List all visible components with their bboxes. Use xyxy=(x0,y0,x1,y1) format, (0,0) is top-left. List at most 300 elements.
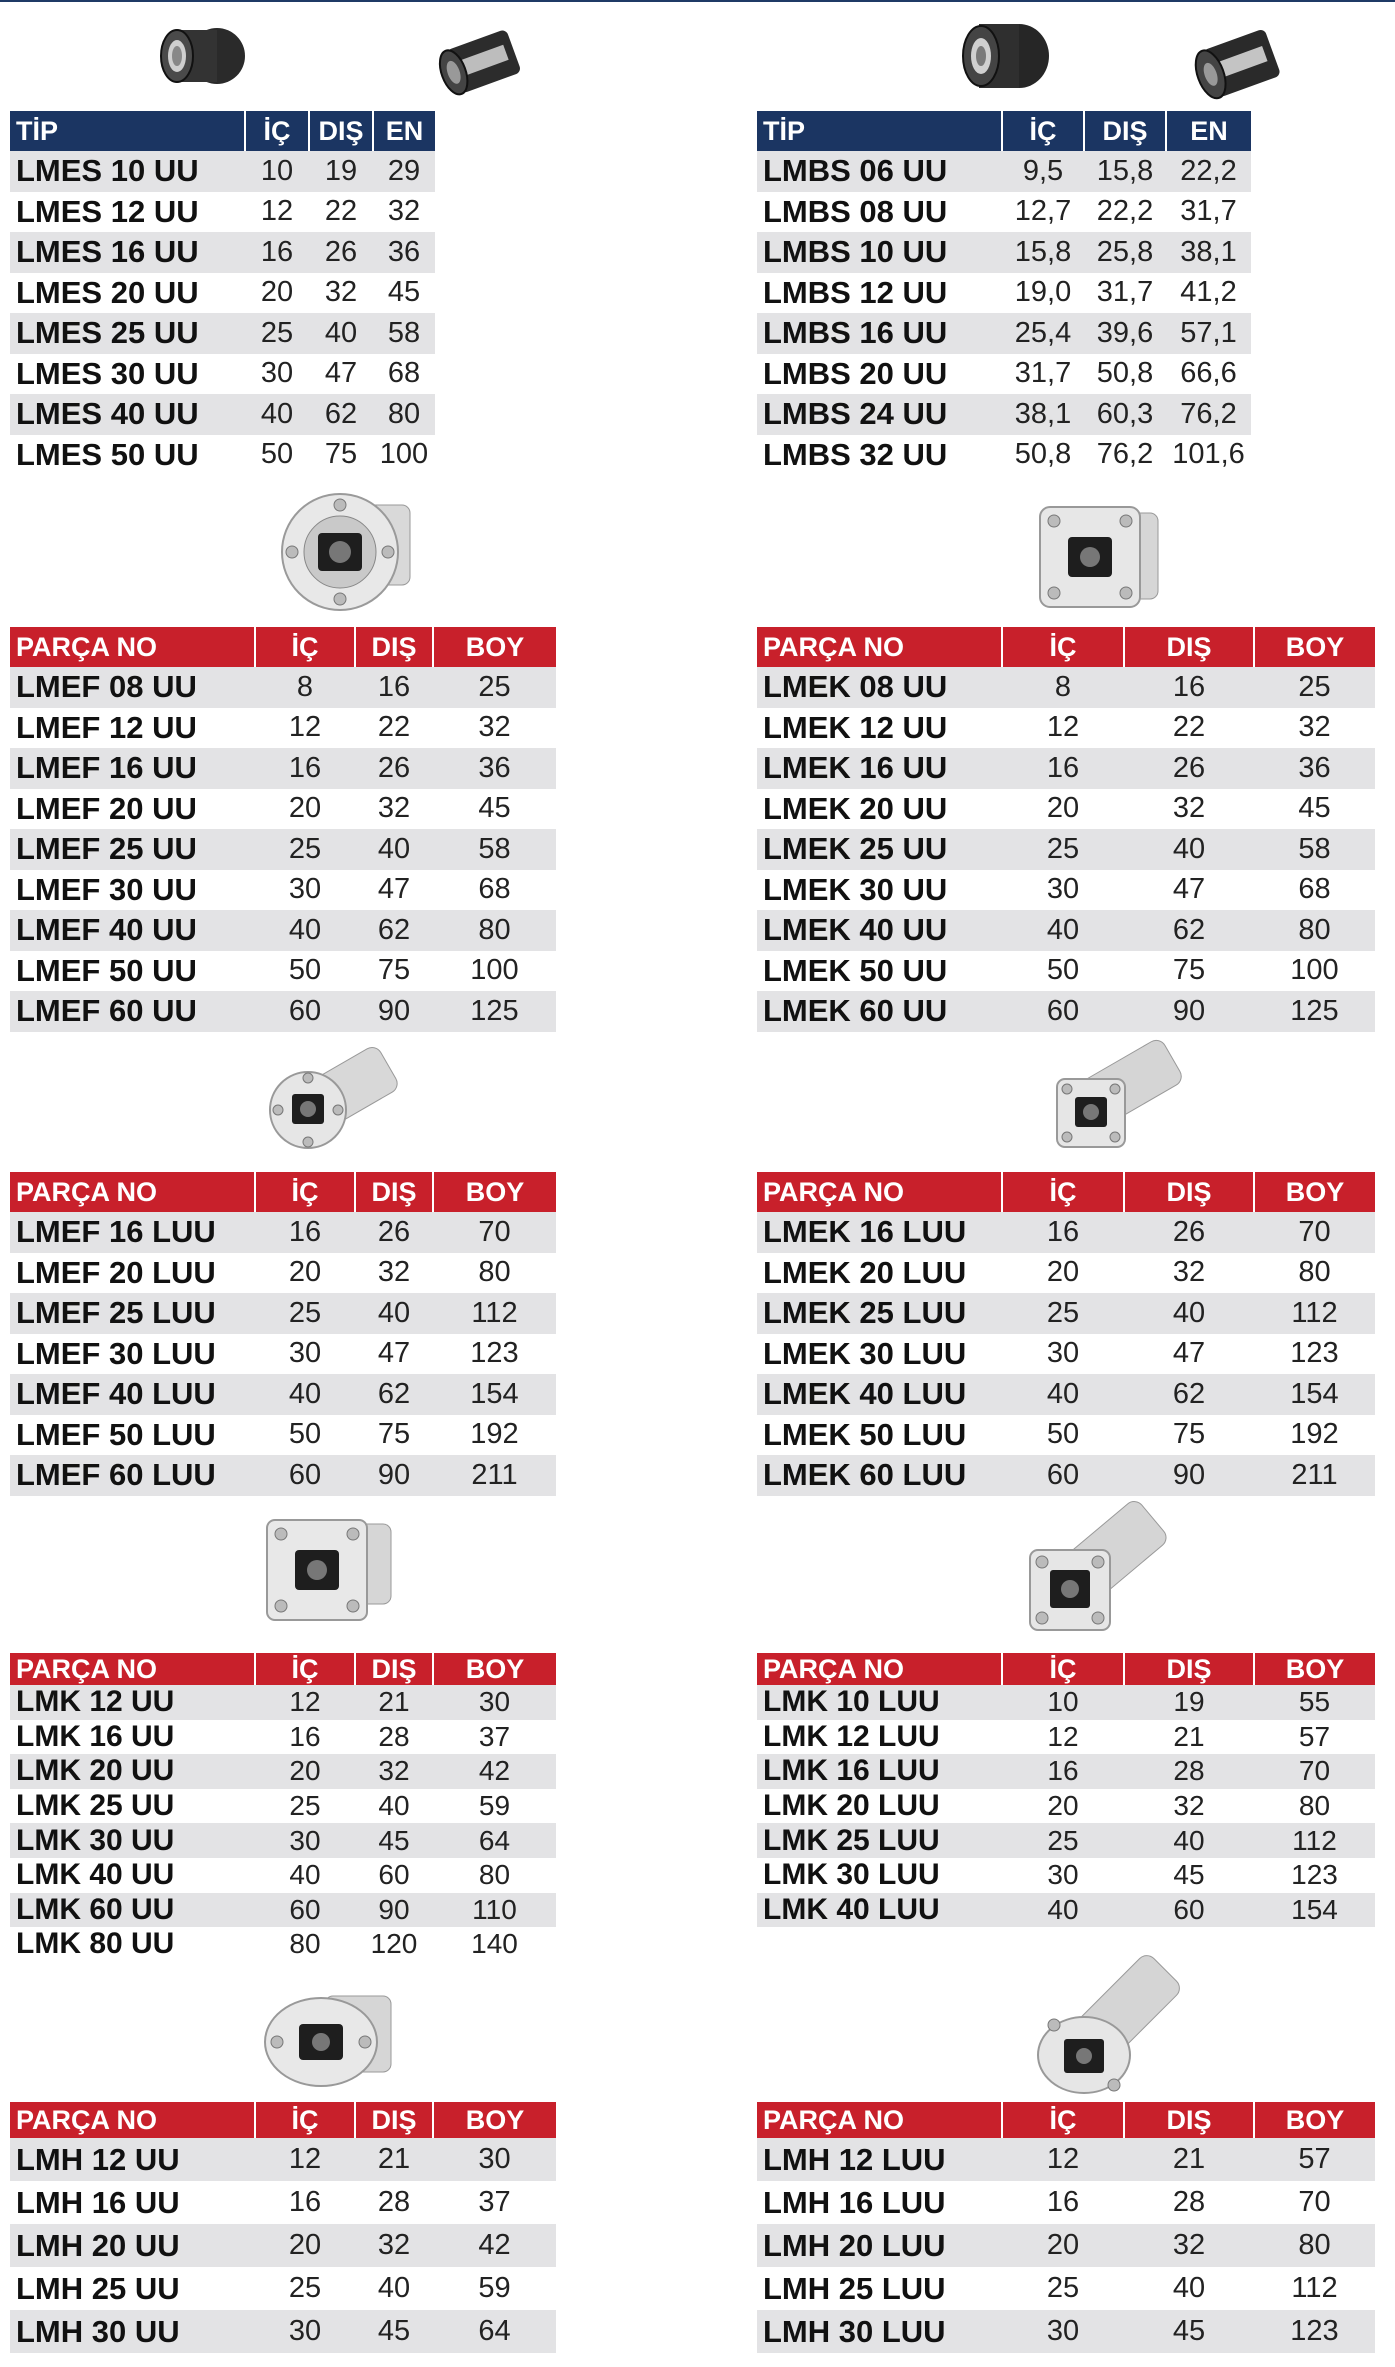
dimension-cell: 12 xyxy=(1002,1720,1124,1755)
long-oval-flange-lmh-image xyxy=(1030,1955,1190,2110)
dimension-cell: 20 xyxy=(255,789,355,830)
lmh-luu-spec-table xyxy=(757,2102,1375,2353)
column-header: DIŞ xyxy=(355,627,433,667)
dimension-cell: 16 xyxy=(255,2181,355,2224)
part-number-cell: LMEF 50 UU xyxy=(10,951,255,992)
dimension-cell: 101,6 xyxy=(1166,435,1251,476)
dimension-cell: 112 xyxy=(1254,1293,1375,1334)
part-number-cell: LMK 60 UU xyxy=(10,1893,255,1928)
part-number-cell: LMEF 20 UU xyxy=(10,789,255,830)
part-number-cell: LMEF 30 LUU xyxy=(10,1334,255,1375)
lmk-uu-spec-table xyxy=(10,1653,556,1962)
dimension-cell: 76,2 xyxy=(1166,394,1251,435)
part-number-cell: LMES 50 UU xyxy=(10,435,245,476)
table-row xyxy=(757,1893,1375,1928)
part-number-cell: LMK 10 LUU xyxy=(757,1685,1002,1720)
part-number-cell: LMEK 20 UU xyxy=(757,789,1002,830)
dimension-cell: 22 xyxy=(355,708,433,749)
bearing-open-image-2 xyxy=(430,22,540,107)
column-header: PARÇA NO xyxy=(10,627,255,667)
dimension-cell: 75 xyxy=(309,435,373,476)
dimension-cell: 45 xyxy=(373,273,435,314)
dimension-cell: 40 xyxy=(255,1374,355,1415)
dimension-cell: 10 xyxy=(1002,1685,1124,1720)
table-row xyxy=(10,273,435,314)
dimension-cell: 26 xyxy=(355,748,433,789)
dimension-cell: 16 xyxy=(1124,667,1254,708)
lmes-spec-table xyxy=(10,111,435,475)
part-number-cell: LMK 30 UU xyxy=(10,1823,255,1858)
part-number-cell: LMH 30 LUU xyxy=(757,2310,1002,2353)
table-row xyxy=(757,708,1375,749)
table-row xyxy=(10,1685,556,1720)
dimension-cell: 80 xyxy=(433,1253,556,1294)
dimension-cell: 68 xyxy=(373,354,435,395)
dimension-cell: 123 xyxy=(433,1334,556,1375)
dimension-cell: 57,1 xyxy=(1166,313,1251,354)
dimension-cell: 31,7 xyxy=(1084,273,1166,314)
column-header: İÇ xyxy=(255,1653,355,1685)
dimension-cell: 45 xyxy=(1254,789,1375,830)
dimension-cell: 70 xyxy=(1254,1212,1375,1253)
dimension-cell: 80 xyxy=(373,394,435,435)
dimension-cell: 30 xyxy=(1002,1858,1124,1893)
dimension-cell: 123 xyxy=(1254,1858,1375,1893)
dimension-cell: 22 xyxy=(309,192,373,233)
part-number-cell: LMES 40 UU xyxy=(10,394,245,435)
dimension-cell: 90 xyxy=(355,1893,433,1928)
table-row xyxy=(757,2310,1375,2353)
dimension-cell: 68 xyxy=(433,870,556,911)
column-header: BOY xyxy=(1254,1653,1375,1685)
dimension-cell: 20 xyxy=(255,1253,355,1294)
table-row xyxy=(10,435,435,476)
dimension-cell: 80 xyxy=(1254,1253,1375,1294)
dimension-cell: 29 xyxy=(373,151,435,192)
dimension-cell: 19 xyxy=(1124,1685,1254,1720)
table-row xyxy=(757,789,1375,830)
dimension-cell: 40 xyxy=(1124,1293,1254,1334)
dimension-cell: 40 xyxy=(355,1789,433,1824)
dimension-cell: 20 xyxy=(1002,789,1124,830)
column-header: PARÇA NO xyxy=(757,2102,1002,2138)
dimension-cell: 16 xyxy=(255,748,355,789)
part-number-cell: LMK 40 LUU xyxy=(757,1893,1002,1928)
dimension-cell: 25 xyxy=(433,667,556,708)
dimension-cell: 30 xyxy=(255,1823,355,1858)
dimension-cell: 45 xyxy=(355,1823,433,1858)
column-header: BOY xyxy=(1254,1172,1375,1212)
bearing-open-image-3 xyxy=(955,18,1055,105)
dimension-cell: 21 xyxy=(355,2138,433,2181)
dimension-cell: 12,7 xyxy=(1002,192,1084,233)
table-row xyxy=(757,435,1251,476)
part-number-cell: LMEK 08 UU xyxy=(757,667,1002,708)
part-number-cell: LMEK 30 LUU xyxy=(757,1334,1002,1375)
oval-flange-lmh-image xyxy=(255,1978,405,2108)
dimension-cell: 50 xyxy=(1002,951,1124,992)
table-row xyxy=(757,354,1251,395)
column-header: İÇ xyxy=(1002,1172,1124,1212)
dimension-cell: 50 xyxy=(255,951,355,992)
table-row xyxy=(10,910,556,951)
dimension-cell: 100 xyxy=(1254,951,1375,992)
table-row xyxy=(757,1858,1375,1893)
dimension-cell: 21 xyxy=(1124,1720,1254,1755)
dimension-cell: 30 xyxy=(255,2310,355,2353)
dimension-cell: 47 xyxy=(355,870,433,911)
column-header: DIŞ xyxy=(309,111,373,151)
dimension-cell: 70 xyxy=(433,1212,556,1253)
dimension-cell: 30 xyxy=(433,1685,556,1720)
dimension-cell: 76,2 xyxy=(1084,435,1166,476)
dimension-cell: 75 xyxy=(1124,1415,1254,1456)
column-header: İÇ xyxy=(1002,111,1084,151)
column-header: DIŞ xyxy=(1124,2102,1254,2138)
dimension-cell: 123 xyxy=(1254,1334,1375,1375)
part-number-cell: LMEF 40 LUU xyxy=(10,1374,255,1415)
dimension-cell: 40 xyxy=(355,829,433,870)
dimension-cell: 120 xyxy=(355,1927,433,1962)
dimension-cell: 90 xyxy=(355,1455,433,1496)
dimension-cell: 12 xyxy=(1002,2138,1124,2181)
dimension-cell: 31,7 xyxy=(1166,192,1251,233)
part-number-cell: LMES 25 UU xyxy=(10,313,245,354)
table-row xyxy=(10,1212,556,1253)
table-row xyxy=(757,870,1375,911)
part-number-cell: LMEK 25 UU xyxy=(757,829,1002,870)
dimension-cell: 16 xyxy=(1002,2181,1124,2224)
dimension-cell: 32 xyxy=(355,1253,433,1294)
dimension-cell: 140 xyxy=(433,1927,556,1962)
column-header: TİP xyxy=(10,111,245,151)
dimension-cell: 50,8 xyxy=(1084,354,1166,395)
dimension-cell: 211 xyxy=(433,1455,556,1496)
table-row xyxy=(757,1334,1375,1375)
dimension-cell: 32 xyxy=(1124,1253,1254,1294)
dimension-cell: 25,4 xyxy=(1002,313,1084,354)
part-number-cell: LMES 10 UU xyxy=(10,151,245,192)
dimension-cell: 36 xyxy=(1254,748,1375,789)
dimension-cell: 47 xyxy=(1124,1334,1254,1375)
dimension-cell: 110 xyxy=(433,1893,556,1928)
dimension-cell: 75 xyxy=(355,1415,433,1456)
dimension-cell: 80 xyxy=(1254,1789,1375,1824)
column-header: BOY xyxy=(433,627,556,667)
dimension-cell: 30 xyxy=(245,354,309,395)
part-number-cell: LMEF 30 UU xyxy=(10,870,255,911)
dimension-cell: 28 xyxy=(355,2181,433,2224)
table-row xyxy=(757,151,1251,192)
dimension-cell: 62 xyxy=(355,1374,433,1415)
dimension-cell: 21 xyxy=(1124,2138,1254,2181)
part-number-cell: LMES 30 UU xyxy=(10,354,245,395)
dimension-cell: 28 xyxy=(1124,2181,1254,2224)
dimension-cell: 192 xyxy=(1254,1415,1375,1456)
table-row xyxy=(757,2224,1375,2267)
part-number-cell: LMH 30 UU xyxy=(10,2310,255,2353)
dimension-cell: 57 xyxy=(1254,2138,1375,2181)
part-number-cell: LMEF 16 LUU xyxy=(10,1212,255,1253)
part-number-cell: LMBS 06 UU xyxy=(757,151,1002,192)
table-row xyxy=(10,2267,556,2310)
dimension-cell: 40 xyxy=(1002,910,1124,951)
table-row xyxy=(10,1455,556,1496)
table-row xyxy=(10,1334,556,1375)
part-number-cell: LMEK 20 LUU xyxy=(757,1253,1002,1294)
table-row xyxy=(10,1253,556,1294)
dimension-cell: 90 xyxy=(355,991,433,1032)
dimension-cell: 60 xyxy=(1002,991,1124,1032)
table-row xyxy=(757,1293,1375,1334)
table-row xyxy=(757,1720,1375,1755)
part-number-cell: LMBS 20 UU xyxy=(757,354,1002,395)
dimension-cell: 30 xyxy=(1002,870,1124,911)
table-row xyxy=(10,313,435,354)
part-number-cell: LMEF 40 UU xyxy=(10,910,255,951)
long-round-flange-bearing-image xyxy=(262,1038,402,1163)
table-row xyxy=(757,1789,1375,1824)
dimension-cell: 125 xyxy=(433,991,556,1032)
table-row xyxy=(10,192,435,233)
top-rule xyxy=(0,0,1395,2)
dimension-cell: 40 xyxy=(1002,1893,1124,1928)
column-header: İÇ xyxy=(255,1172,355,1212)
dimension-cell: 25 xyxy=(255,2267,355,2310)
column-header: DIŞ xyxy=(355,1653,433,1685)
part-number-cell: LMK 12 UU xyxy=(10,1685,255,1720)
dimension-cell: 25 xyxy=(1254,667,1375,708)
table-row xyxy=(10,232,435,273)
column-header: TİP xyxy=(757,111,1002,151)
dimension-cell: 40 xyxy=(309,313,373,354)
dimension-cell: 40 xyxy=(1124,1823,1254,1858)
dimension-cell: 75 xyxy=(1124,951,1254,992)
part-number-cell: LMH 16 UU xyxy=(10,2181,255,2224)
dimension-cell: 22,2 xyxy=(1166,151,1251,192)
dimension-cell: 16 xyxy=(355,667,433,708)
table-row xyxy=(757,394,1251,435)
table-row xyxy=(757,748,1375,789)
dimension-cell: 60 xyxy=(255,1455,355,1496)
table-row xyxy=(757,192,1251,233)
part-number-cell: LMH 16 LUU xyxy=(757,2181,1002,2224)
table-row xyxy=(757,1685,1375,1720)
table-row xyxy=(10,2181,556,2224)
dimension-cell: 40 xyxy=(355,2267,433,2310)
dimension-cell: 45 xyxy=(433,789,556,830)
dimension-cell: 32 xyxy=(1124,1789,1254,1824)
column-header: PARÇA NO xyxy=(10,1653,255,1685)
dimension-cell: 36 xyxy=(433,748,556,789)
dimension-cell: 47 xyxy=(1124,870,1254,911)
lmk-luu-spec-table xyxy=(757,1653,1375,1927)
part-number-cell: LMBS 10 UU xyxy=(757,232,1002,273)
dimension-cell: 59 xyxy=(433,1789,556,1824)
part-number-cell: LMEF 12 UU xyxy=(10,708,255,749)
lmek-uu-spec-table xyxy=(757,627,1375,1032)
dimension-cell: 15,8 xyxy=(1084,151,1166,192)
part-number-cell: LMH 12 LUU xyxy=(757,2138,1002,2181)
column-header: DIŞ xyxy=(1124,1172,1254,1212)
column-header: İÇ xyxy=(1002,627,1124,667)
dimension-cell: 68 xyxy=(1254,870,1375,911)
table-row xyxy=(10,2310,556,2353)
dimension-cell: 16 xyxy=(255,1720,355,1755)
column-header: İÇ xyxy=(1002,2102,1124,2138)
table-row xyxy=(757,829,1375,870)
dimension-cell: 10 xyxy=(245,151,309,192)
column-header: PARÇA NO xyxy=(757,627,1002,667)
dimension-cell: 25 xyxy=(1002,829,1124,870)
dimension-cell: 62 xyxy=(355,910,433,951)
dimension-cell: 19 xyxy=(309,151,373,192)
dimension-cell: 30 xyxy=(1002,1334,1124,1375)
dimension-cell: 70 xyxy=(1254,2181,1375,2224)
part-number-cell: LMEF 50 LUU xyxy=(10,1415,255,1456)
table-row xyxy=(10,1927,556,1962)
part-number-cell: LMBS 08 UU xyxy=(757,192,1002,233)
dimension-cell: 37 xyxy=(433,1720,556,1755)
table-row xyxy=(757,232,1251,273)
round-flange-bearing-image xyxy=(270,485,420,625)
table-row xyxy=(10,991,556,1032)
dimension-cell: 32 xyxy=(355,789,433,830)
table-row xyxy=(757,1823,1375,1858)
dimension-cell: 112 xyxy=(433,1293,556,1334)
column-header: DIŞ xyxy=(355,1172,433,1212)
part-number-cell: LMEK 60 LUU xyxy=(757,1455,1002,1496)
part-number-cell: LMEF 16 UU xyxy=(10,748,255,789)
square-flange-bearing-image xyxy=(1030,495,1170,630)
table-row xyxy=(757,1415,1375,1456)
table-row xyxy=(757,1754,1375,1789)
dimension-cell: 30 xyxy=(255,870,355,911)
table-row xyxy=(10,1415,556,1456)
dimension-cell: 60,3 xyxy=(1084,394,1166,435)
column-header: BOY xyxy=(1254,627,1375,667)
dimension-cell: 12 xyxy=(245,192,309,233)
dimension-cell: 58 xyxy=(1254,829,1375,870)
part-number-cell: LMK 80 UU xyxy=(10,1927,255,1962)
dimension-cell: 50 xyxy=(245,435,309,476)
table-row xyxy=(757,991,1375,1032)
column-header: DIŞ xyxy=(1124,1653,1254,1685)
dimension-cell: 12 xyxy=(255,2138,355,2181)
lmbs-spec-table xyxy=(757,111,1251,475)
dimension-cell: 42 xyxy=(433,2224,556,2267)
dimension-cell: 38,1 xyxy=(1002,394,1084,435)
column-header: DIŞ xyxy=(1084,111,1166,151)
part-number-cell: LMEK 60 UU xyxy=(757,991,1002,1032)
part-number-cell: LMK 20 UU xyxy=(10,1754,255,1789)
table-row xyxy=(10,1720,556,1755)
part-number-cell: LMES 20 UU xyxy=(10,273,245,314)
dimension-cell: 38,1 xyxy=(1166,232,1251,273)
column-header: İÇ xyxy=(255,627,355,667)
dimension-cell: 32 xyxy=(1254,708,1375,749)
dimension-cell: 47 xyxy=(309,354,373,395)
dimension-cell: 90 xyxy=(1124,991,1254,1032)
table-row xyxy=(10,1823,556,1858)
dimension-cell: 75 xyxy=(355,951,433,992)
column-header: EN xyxy=(373,111,435,151)
part-number-cell: LMEF 08 UU xyxy=(10,667,255,708)
table-row xyxy=(757,667,1375,708)
dimension-cell: 20 xyxy=(255,2224,355,2267)
column-header: BOY xyxy=(433,2102,556,2138)
part-number-cell: LMEK 50 LUU xyxy=(757,1415,1002,1456)
dimension-cell: 20 xyxy=(1002,2224,1124,2267)
dimension-cell: 32 xyxy=(1124,2224,1254,2267)
dimension-cell: 32 xyxy=(433,708,556,749)
lmek-luu-spec-table xyxy=(757,1172,1375,1496)
dimension-cell: 40 xyxy=(245,394,309,435)
table-row xyxy=(757,910,1375,951)
part-number-cell: LMH 25 LUU xyxy=(757,2267,1002,2310)
bearing-open-image-4 xyxy=(1185,22,1300,112)
dimension-cell: 50 xyxy=(255,1415,355,1456)
part-number-cell: LMH 20 UU xyxy=(10,2224,255,2267)
table-row xyxy=(757,1253,1375,1294)
dimension-cell: 20 xyxy=(255,1754,355,1789)
table-row xyxy=(757,313,1251,354)
table-row xyxy=(757,1374,1375,1415)
dimension-cell: 25,8 xyxy=(1084,232,1166,273)
table-row xyxy=(10,1293,556,1334)
dimension-cell: 28 xyxy=(1124,1754,1254,1789)
dimension-cell: 9,5 xyxy=(1002,151,1084,192)
dimension-cell: 30 xyxy=(255,1334,355,1375)
column-header: İÇ xyxy=(255,2102,355,2138)
dimension-cell: 60 xyxy=(1124,1893,1254,1928)
dimension-cell: 12 xyxy=(1002,708,1124,749)
table-row xyxy=(10,748,556,789)
dimension-cell: 26 xyxy=(1124,748,1254,789)
part-number-cell: LMEK 50 UU xyxy=(757,951,1002,992)
table-row xyxy=(757,2267,1375,2310)
dimension-cell: 32 xyxy=(373,192,435,233)
table-row xyxy=(10,789,556,830)
dimension-cell: 8 xyxy=(1002,667,1124,708)
column-header: İÇ xyxy=(1002,1653,1124,1685)
table-row xyxy=(10,667,556,708)
part-number-cell: LMEF 25 LUU xyxy=(10,1293,255,1334)
part-number-cell: LMEK 12 UU xyxy=(757,708,1002,749)
part-number-cell: LMH 12 UU xyxy=(10,2138,255,2181)
part-number-cell: LMK 40 UU xyxy=(10,1858,255,1893)
part-number-cell: LMK 25 LUU xyxy=(757,1823,1002,1858)
table-row xyxy=(10,2224,556,2267)
dimension-cell: 31,7 xyxy=(1002,354,1084,395)
table-row xyxy=(10,394,435,435)
part-number-cell: LMBS 24 UU xyxy=(757,394,1002,435)
table-row xyxy=(10,1789,556,1824)
table-row xyxy=(757,1212,1375,1253)
part-number-cell: LMEF 20 LUU xyxy=(10,1253,255,1294)
dimension-cell: 25 xyxy=(1002,1293,1124,1334)
table-row xyxy=(757,951,1375,992)
dimension-cell: 25 xyxy=(1002,1823,1124,1858)
dimension-cell: 40 xyxy=(1002,1374,1124,1415)
dimension-cell: 25 xyxy=(255,829,355,870)
part-number-cell: LMES 16 UU xyxy=(10,232,245,273)
dimension-cell: 50,8 xyxy=(1002,435,1084,476)
column-header: PARÇA NO xyxy=(757,1172,1002,1212)
dimension-cell: 15,8 xyxy=(1002,232,1084,273)
dimension-cell: 26 xyxy=(355,1212,433,1253)
part-number-cell: LMEF 60 LUU xyxy=(10,1455,255,1496)
